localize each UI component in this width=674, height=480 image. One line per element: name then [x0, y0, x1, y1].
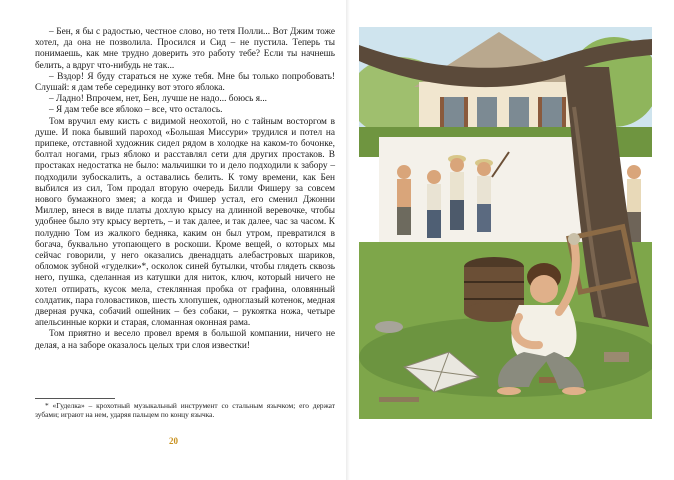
- page-number: 20: [169, 436, 178, 446]
- illustration-tom-with-treasures: [359, 27, 652, 419]
- illustration-canvas: [359, 27, 652, 419]
- footnote-rule: [35, 398, 115, 399]
- paragraph: – Вздор! Я буду стараться не хуже тебя. Мне бы только попробовать! Слушай: я дам тебе серединку вот этого яблока.: [35, 71, 335, 94]
- page-gutter: [346, 0, 350, 480]
- paragraph: – Я дам тебе все яблоко – все, что осталось.: [49, 105, 223, 116]
- paragraph: – Бен, я бы с радостью, честное слово, но тетя Полли... Вот Джим тоже хотел, да она не позволила. Просился и Сид – не пустила. Теперь ты понимаешь, как мне трудно доверить это работу тебе? Если ты начнешь белить, а вдруг что-нибудь не так...: [35, 27, 335, 71]
- footnote-text: * «Гуделка» – крохотный музыкальный инструмент со стальным язычком; его держат зубами; играют на нем, ударяя пальцем по концу язычка.: [35, 401, 335, 420]
- paragraph: Том вручил ему кисть с видимой неохотой, но с тайным восторгом в душе. И пока бывший пароход «Большая Миссури» трудился и потел на припеке, отставной художник сидел рядом в холодке на каком-то бочонке, болтал ногами, грыз яблоко и расставлял сети для других простаков. В простаках недостатка не было: мальчишки то и дело подходили к забору – подходили зубоскалить, а оставались белить. К тому времени, как Бен выбился из сил, Том продал вторую очередь Билли Фишеру за совсем нового бумажного змея; а когда и Фишер устал, его сменил Джонни Миллер, внеся в виде платы дохлую крысу на длинной веревочке, чтобы удобнее было эту крысу вертеть, – и так далее, и так далее, час за часом. К полудню Том из жалкого бедняка, каким он был утром, превратился в богача, буквально утопающего в роскоши. Кроме вещей, о которых мы сейчас говорили, у него оказались двенадцать алебастровых шариков, обломок зубной «гуделки»*, осколок синей бутылки, чтобы глядеть сквозь него, пушка, сделанная из катушки для ниток, ключ, который ничего не хотел отпирать, кусок мела, стеклянная пробка от графина, оловянный солдатик, пара головастиков, шесть хлопушек, одноглазый котенок, медная дверная ручка, собачий ошейник – без собаки, – рукоятка ножа, четыре апельсинные корки и старая, сломанная оконная рама.: [35, 116, 335, 329]
- white-fence: [379, 137, 604, 247]
- paragraph: – Ладно! Впрочем, нет, Бен, лучше не надо... боюсь я...: [49, 94, 267, 105]
- barrel: [464, 257, 524, 322]
- paragraph: Том приятно и весело провел время в большой компании, ничего не делая, а на заборе оказалось целых три слоя известки!: [35, 329, 335, 351]
- footnote: [35, 401, 335, 419]
- body-text: [35, 27, 335, 352]
